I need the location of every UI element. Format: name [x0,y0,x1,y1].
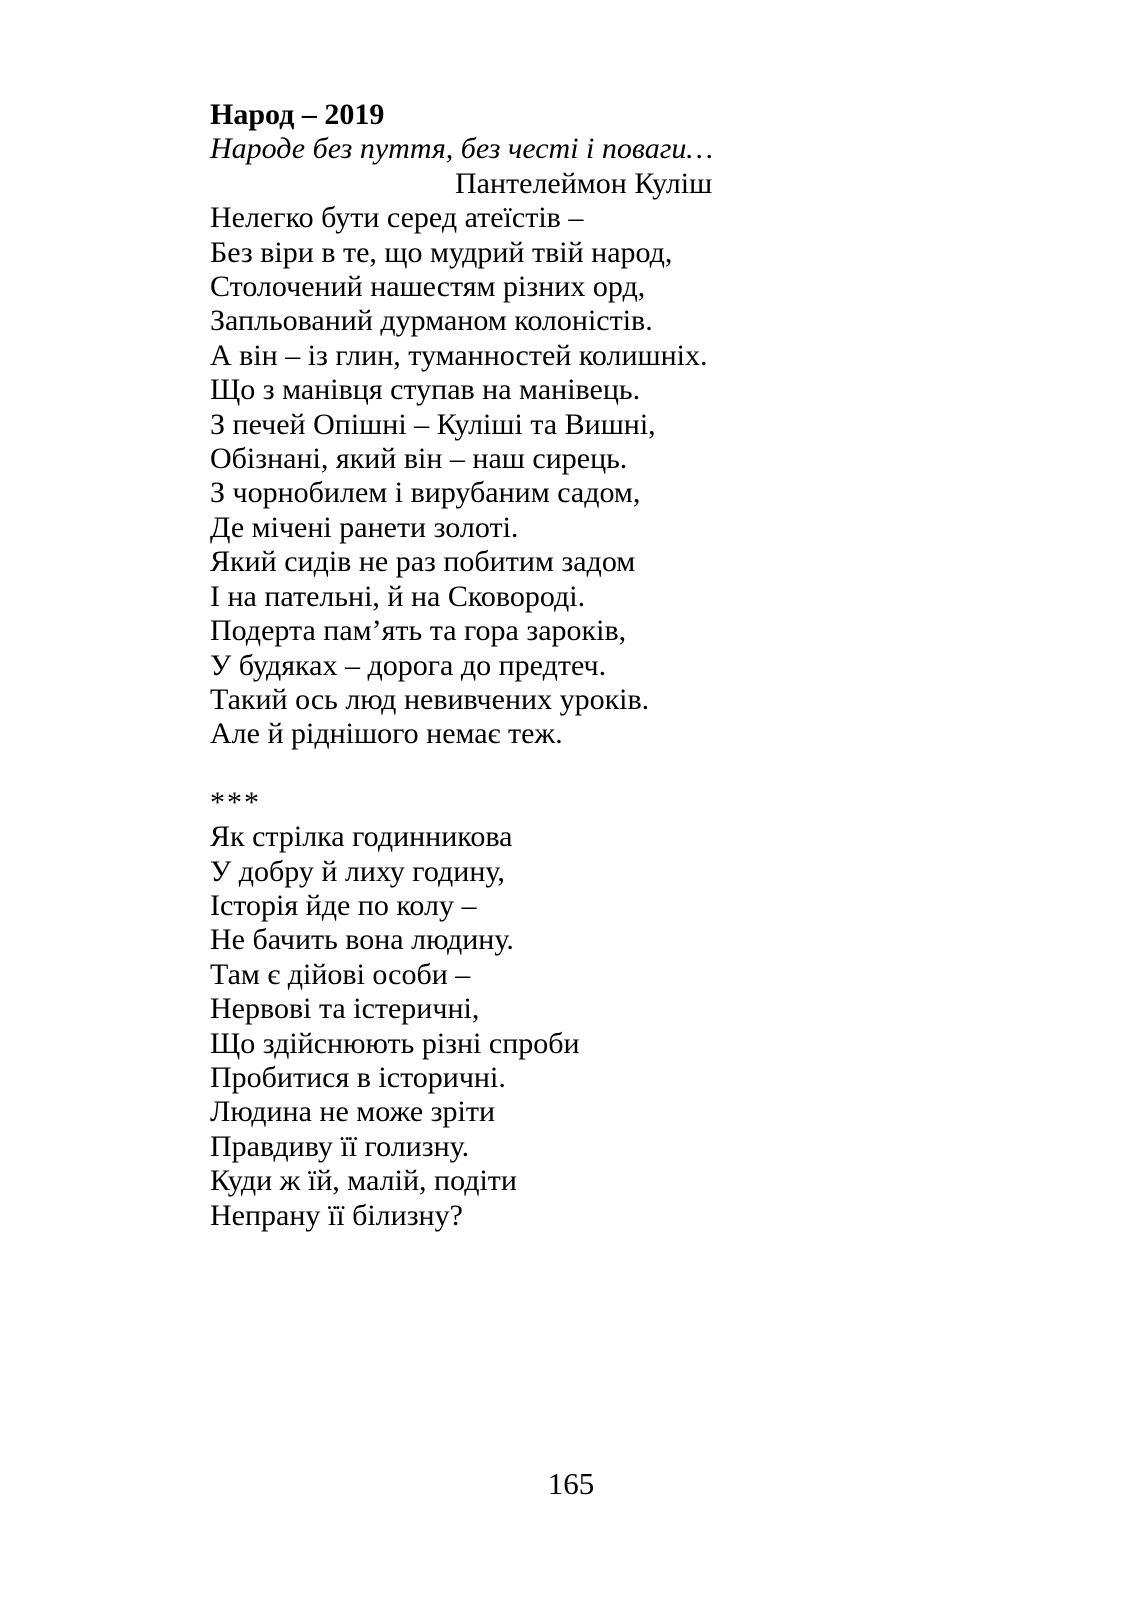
poem-line: У добру й лиху годину, [210,854,505,888]
poem-line: З чорнобилем і вирубаним садом, [210,476,641,510]
poem-1 [210,201,970,752]
poem-line: Що здійснюють різні спроби [210,1026,580,1060]
poem-line: Такий ось люд невивчених уроків. [210,682,650,716]
page-content [210,98,970,1233]
poem-line: Не бачить вона людину. [210,923,514,957]
poem-line: І на пательні, й на Сковороді. [210,579,586,613]
poem-line: Запльований дурманом колоністів. [210,304,653,338]
page-number: 165 [547,1466,595,1501]
poem-2 [210,820,970,1233]
poem-line: З печей Опішні – Куліші та Вишні, [210,407,656,441]
poem-line: Але й ріднішого немає теж. [210,717,563,751]
poem-separator: *** [210,785,261,819]
poem-line: Правдиву її голизну. [210,1129,470,1163]
poem-line: Там є дійові особи – [210,957,471,991]
poem-line: Людина не може зріти [210,1095,496,1129]
poem-line: Який сидів не раз побитим задом [210,545,636,579]
poem-line: У будяках – дорога до предтеч. [210,648,607,682]
poem-line: Подерта пам’ять та гора зароків, [210,614,627,648]
poem-line: Нервові та істеричні, [210,992,480,1026]
poem-line: Що з манівця ступав на манівець. [210,373,641,407]
poem-line: Без віри в те, що мудрий твій народ, [210,235,673,269]
poem-line: Нелегко бути серед атеїстів – [210,201,584,235]
poem-line: Як стрілка годинникова [210,820,513,854]
poem-line: Історія йде по колу – [210,888,477,922]
poem-line: Столочений нашестям різних орд, [210,270,646,304]
poem-line: Де мічені ранети золоті. [210,510,519,544]
poem-line: Обізнані, який він – наш сирець. [210,442,628,476]
poem-title: Народ – 2019 [210,98,385,131]
epigraph: Народе без пуття, без честі і поваги… [210,132,714,166]
poem-line: А він – із глин, туманностей колишніх. [210,338,708,372]
poem-line: Пробитися в історичні. [210,1060,506,1094]
poem-line: Непрану її білизну? [210,1198,463,1232]
poem-line: Куди ж їй, малій, подіти [210,1164,517,1198]
epigraph-author: Пантелеймон Куліш [455,166,713,200]
